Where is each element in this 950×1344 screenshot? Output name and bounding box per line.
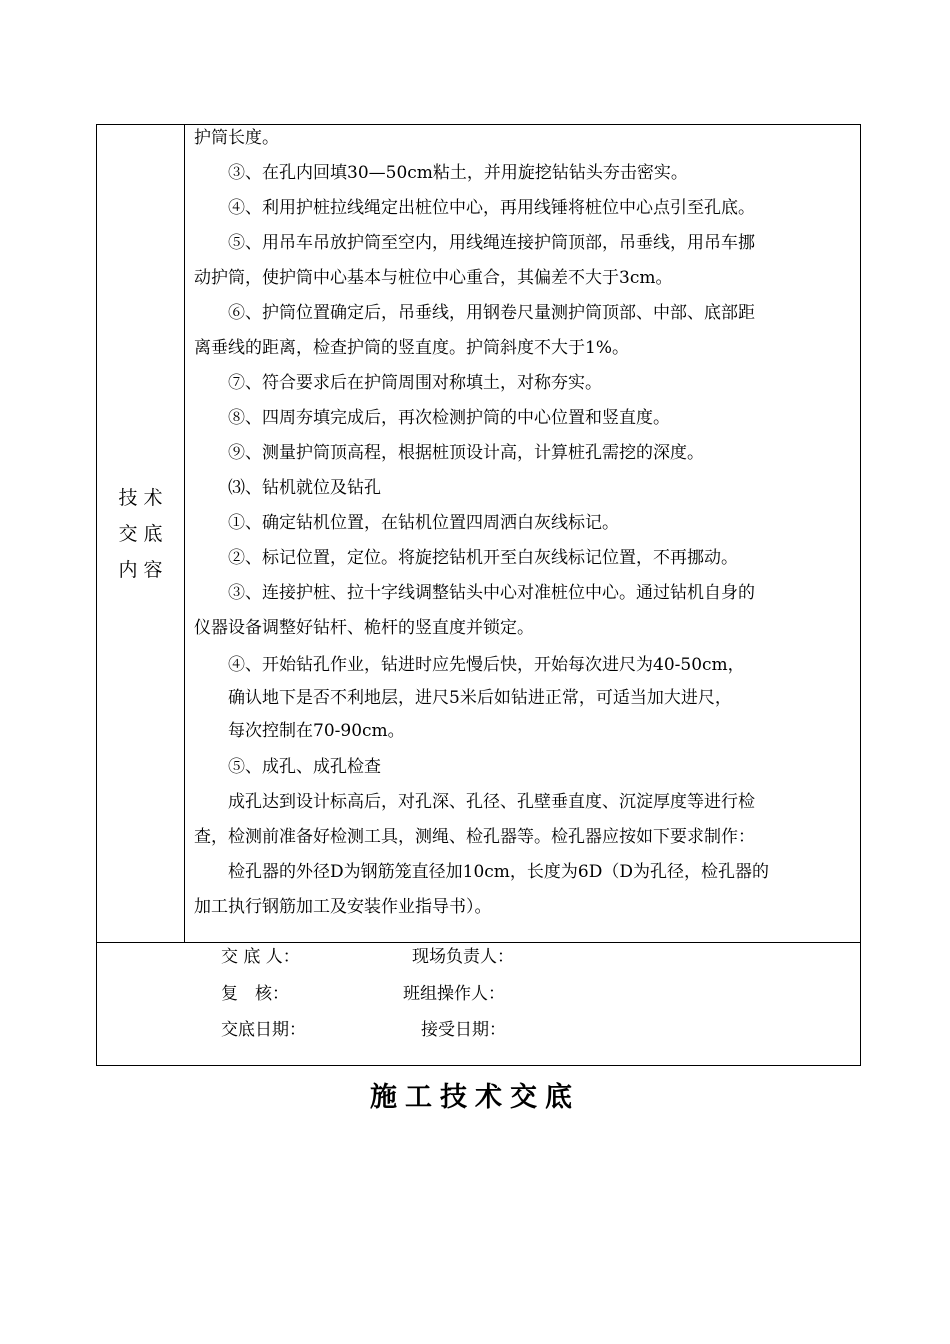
content-line: ④、利用护桩拉线绳定出桩位中心，再用线锤将桩位中心点引至孔底。 — [194, 198, 755, 218]
content-line: ⑤、成孔、成孔检查 — [194, 757, 381, 777]
label-line-3: 内 容 — [118, 559, 163, 581]
content-line: 确认地下是否不利地层，进尺5米后如钻进正常，可适当加大进尺， — [194, 688, 732, 708]
content-line: 检孔器的外径D为钢筋笼直径加10cm，长度为6D（D为孔径，检孔器的 — [194, 862, 769, 882]
content-line: ②、标记位置，定位。将旋挖钻机开至白灰线标记位置，不再挪动。 — [194, 548, 738, 568]
label-line-1: 技 术 — [118, 487, 163, 509]
reviewer-label: 复 核： — [221, 984, 289, 1004]
content-line: 离垂线的距离，检查护筒的竖直度。护筒斜度不大于1%。 — [194, 338, 629, 358]
receive-date-label: 接受日期： — [421, 1020, 506, 1040]
team-operator-label: 班组操作人： — [403, 984, 505, 1004]
content-line: 加工执行钢筋加工及安装作业指导书）。 — [194, 897, 492, 917]
content-line: ⑧、四周夯填完成后，再次检测护筒的中心位置和竖直度。 — [194, 408, 670, 428]
row-divider — [97, 942, 860, 943]
disclosure-date-label: 交底日期： — [221, 1020, 306, 1040]
content-line: ⑤、用吊车吊放护筒至空内，用线绳连接护筒顶部，吊垂线，用吊车挪 — [194, 233, 755, 253]
content-line: ④、开始钻孔作业，钻进时应先慢后快，开始每次进尺为40-50cm， — [194, 655, 745, 675]
content-line: ③、连接护桩、拉十字线调整钻头中心对准桩位中心。通过钻机自身的 — [194, 583, 755, 603]
label-line-2: 交 底 — [118, 523, 163, 545]
content-line: ⑶、钻机就位及钻孔 — [194, 478, 381, 498]
row-label — [97, 480, 184, 588]
content-line: 仪器设备调整好钻杆、桅杆的竖直度并锁定。 — [194, 618, 534, 638]
content-line: 动护筒，使护筒中心基本与桩位中心重合，其偏差不大于3cm。 — [194, 268, 673, 288]
discloser-label: 交 底 人： — [221, 947, 300, 967]
site-manager-label: 现场负责人： — [412, 947, 514, 967]
column-divider — [184, 125, 185, 942]
content-line: 成孔达到设计标高后，对孔深、孔径、孔壁垂直度、沉淀厚度等进行检 — [194, 792, 755, 812]
content-line: ③、在孔内回填30—50cm粘土，并用旋挖钻钻头夯击密实。 — [194, 163, 688, 183]
content-line: ⑥、护筒位置确定后，吊垂线，用钢卷尺量测护筒顶部、中部、底部距 — [194, 303, 755, 323]
content-line: ①、确定钻机位置，在钻机位置四周洒白灰线标记。 — [194, 513, 619, 533]
content-line: 每次控制在70-90cm。 — [194, 721, 405, 741]
content-line: 护筒长度。 — [194, 128, 279, 148]
content-line: ⑦、符合要求后在护筒周围对称填土，对称夯实。 — [194, 373, 602, 393]
disclosure-table — [96, 124, 861, 1066]
content-line: 查，检测前准备好检测工具，测绳、检孔器等。检孔器应按如下要求制作： — [194, 827, 755, 847]
content-line: ⑨、测量护筒顶高程，根据桩顶设计高，计算桩孔需挖的深度。 — [194, 443, 704, 463]
next-page-title: 施工技术交底 — [370, 1082, 580, 1113]
